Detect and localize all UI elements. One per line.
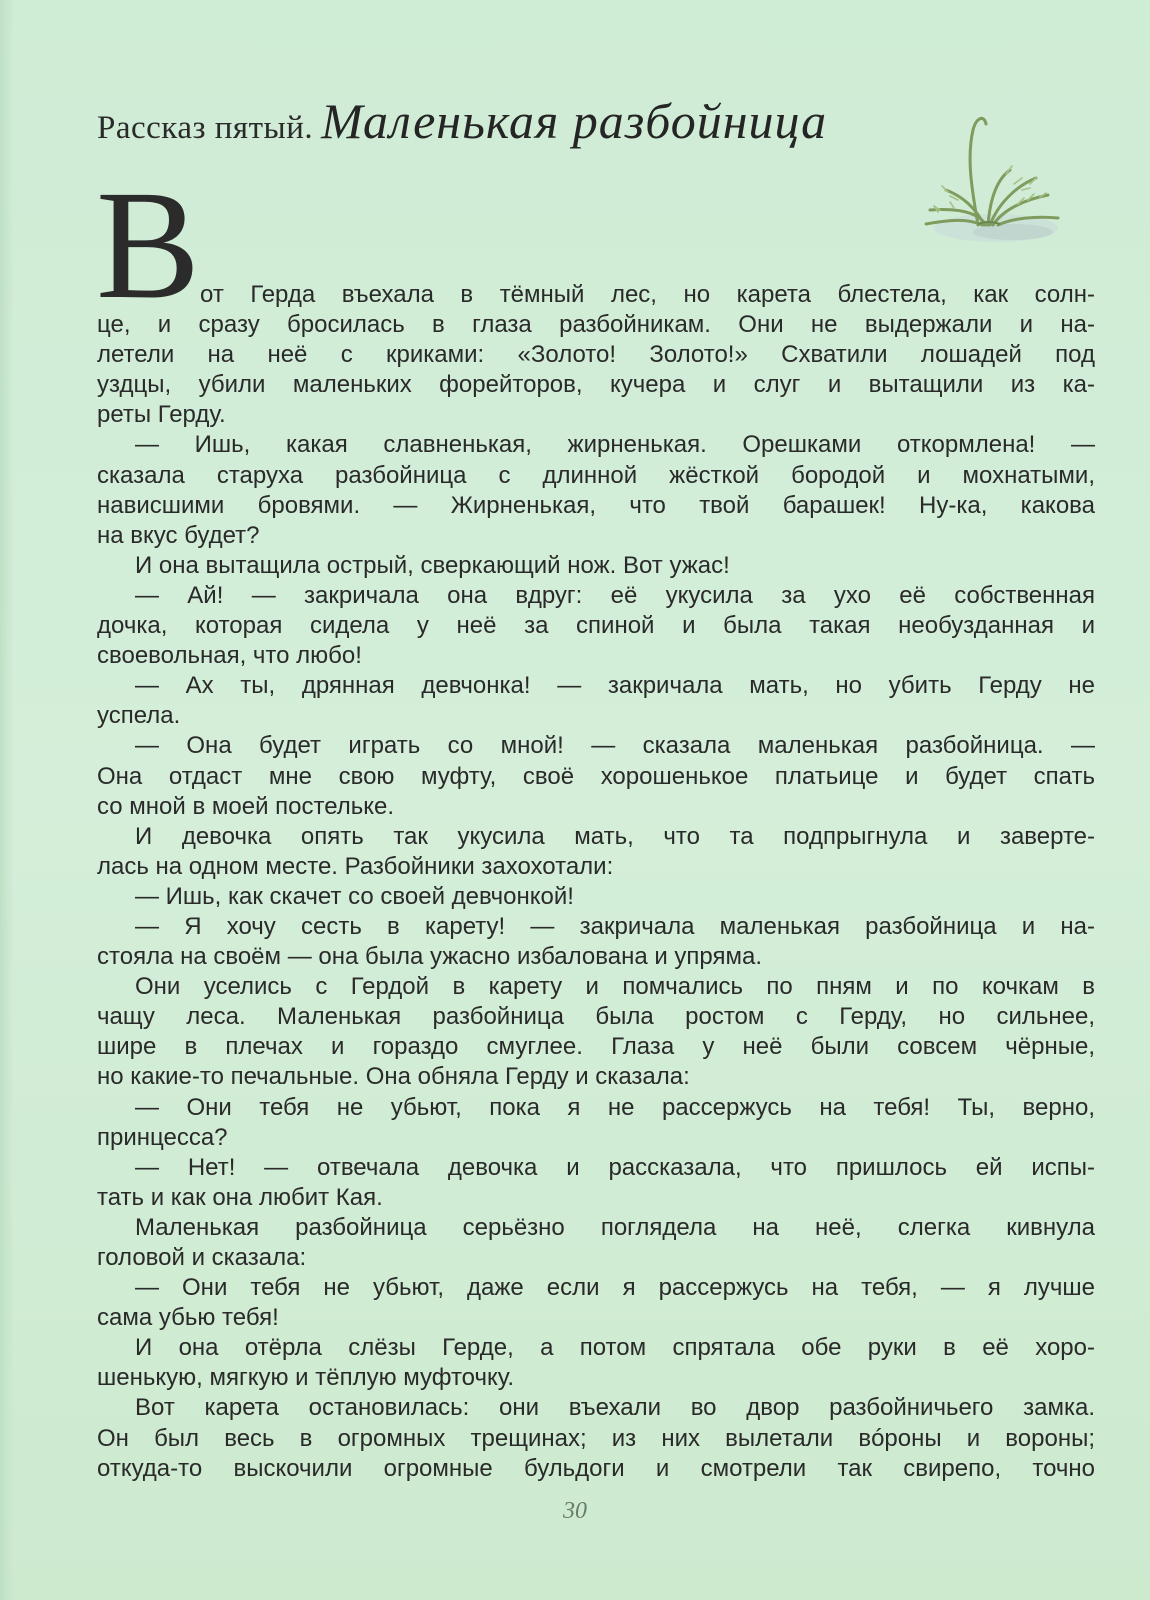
text-line: це, и сразу бросилась в глаза разбойникам. Они не выдержали и на- <box>97 311 1095 339</box>
text-line: И она вытащила острый, сверкающий нож. Вот ужас! <box>135 551 730 579</box>
drop-cap: В <box>96 158 201 331</box>
text-line: реты Герду. <box>97 401 226 429</box>
chapter-heading <box>97 92 937 150</box>
text-line: Вот карета остановилась: они въехали во двор разбойничьего замка. <box>135 1394 1095 1422</box>
text-line: успела. <box>97 702 181 730</box>
text-line: тать и как она любит Кая. <box>97 1183 383 1211</box>
text-line: — Ишь, как скачет со своей девчонкой! <box>135 882 574 910</box>
text-line: — Они тебя не убьют, даже если я рассержусь на тебя, — я лучше <box>135 1274 1095 1302</box>
text-line: на вкус будет? <box>97 521 260 549</box>
text-line: И девочка опять так укусила мать, что та подпрыгнула и заверте- <box>135 822 1095 850</box>
text-line: Она отдаст мне свою муфту, своё хорошенькое платьице и будет спать <box>97 762 1095 790</box>
text-line: летели на неё с криками: «Золото! Золото!» Схватили лошадей под <box>97 341 1095 369</box>
text-line: со мной в моей постельке. <box>97 792 395 820</box>
text-line: нависшими бровями. — Жирненькая, что твой барашек! Ну-ка, какова <box>97 491 1095 519</box>
text-line: сама убью тебя! <box>97 1304 279 1332</box>
page-number: 30 <box>563 1498 587 1524</box>
text-line: — Ах ты, дрянная девчонка! — закричала мать, но убить Герду не <box>135 672 1095 700</box>
story-text <box>97 280 1095 1484</box>
text-line: шире в плечах и гораздо смуглее. Глаза у неё были совсем чёрные, <box>97 1033 1095 1061</box>
chapter-number: Рассказ пятый. <box>97 110 314 146</box>
text-line: — Они тебя не убьют, пока я не рассержусь на тебя! Ты, верно, <box>135 1093 1095 1121</box>
text-line: стояла на своём — она была ужасно избалована и упряма. <box>97 943 763 971</box>
text-line: — Я хочу сесть в карету! — закричала маленькая разбойница и на- <box>135 912 1095 940</box>
text-line: — Она будет играть со мной! — сказала маленькая разбойница. — <box>135 732 1095 760</box>
grass-illustration <box>918 100 1068 250</box>
chapter-title: Маленькая разбойница <box>321 93 828 149</box>
text-line: Они уселись с Гердой в карету и помчались по пням и по кочкам в <box>135 973 1095 1001</box>
text-line: принцесса? <box>97 1123 228 1151</box>
text-line: чащу леса. Маленькая разбойница была ростом с Герду, но сильнее, <box>97 1003 1095 1031</box>
text-line: откуда-то выскочили огромные бульдоги и смотрели так свирепо, точно <box>97 1454 1095 1482</box>
text-line: — Ай! — закричала она вдруг: её укусила за ухо её собственная <box>135 581 1095 609</box>
page-edge-shadow <box>0 0 14 1600</box>
text-line: лась на одном месте. Разбойники захохотали: <box>97 852 614 880</box>
text-line: своевольная, что любо! <box>97 642 362 670</box>
text-line: уздцы, убили маленьких форейторов, кучера и слуг и вытащили из ка- <box>97 371 1095 399</box>
text-line: дочка, которая сидела у неё за спиной и была такая необузданная и <box>97 612 1095 640</box>
text-line: И она отёрла слёзы Герде, а потом спрятала обе руки в её хоро- <box>135 1334 1095 1362</box>
text-line: сказала старуха разбойница с длинной жёсткой бородой и мохнатыми, <box>97 461 1095 489</box>
text-line: — Ишь, какая славненькая, жирненькая. Орешками откормлена! — <box>135 431 1095 459</box>
text-line: шенькую, мягкую и тёплую муфточку. <box>97 1364 515 1392</box>
text-line: Он был весь в огромных трещинах; из них вылетали вóроны и вороны; <box>97 1424 1095 1452</box>
text-line: Маленькая разбойница серьёзно поглядела на неё, слегка кивнула <box>135 1213 1095 1241</box>
text-line: от Герда въехала в тёмный лес, но карета блестела, как солн- <box>200 281 1095 308</box>
text-line: головой и сказала: <box>97 1244 307 1271</box>
text-line: — Нет! — отвечала девочка и рассказала, что пришлось ей испы- <box>135 1153 1095 1181</box>
text-line: но какие-то печальные. Она обняла Герду и сказала: <box>97 1063 690 1091</box>
